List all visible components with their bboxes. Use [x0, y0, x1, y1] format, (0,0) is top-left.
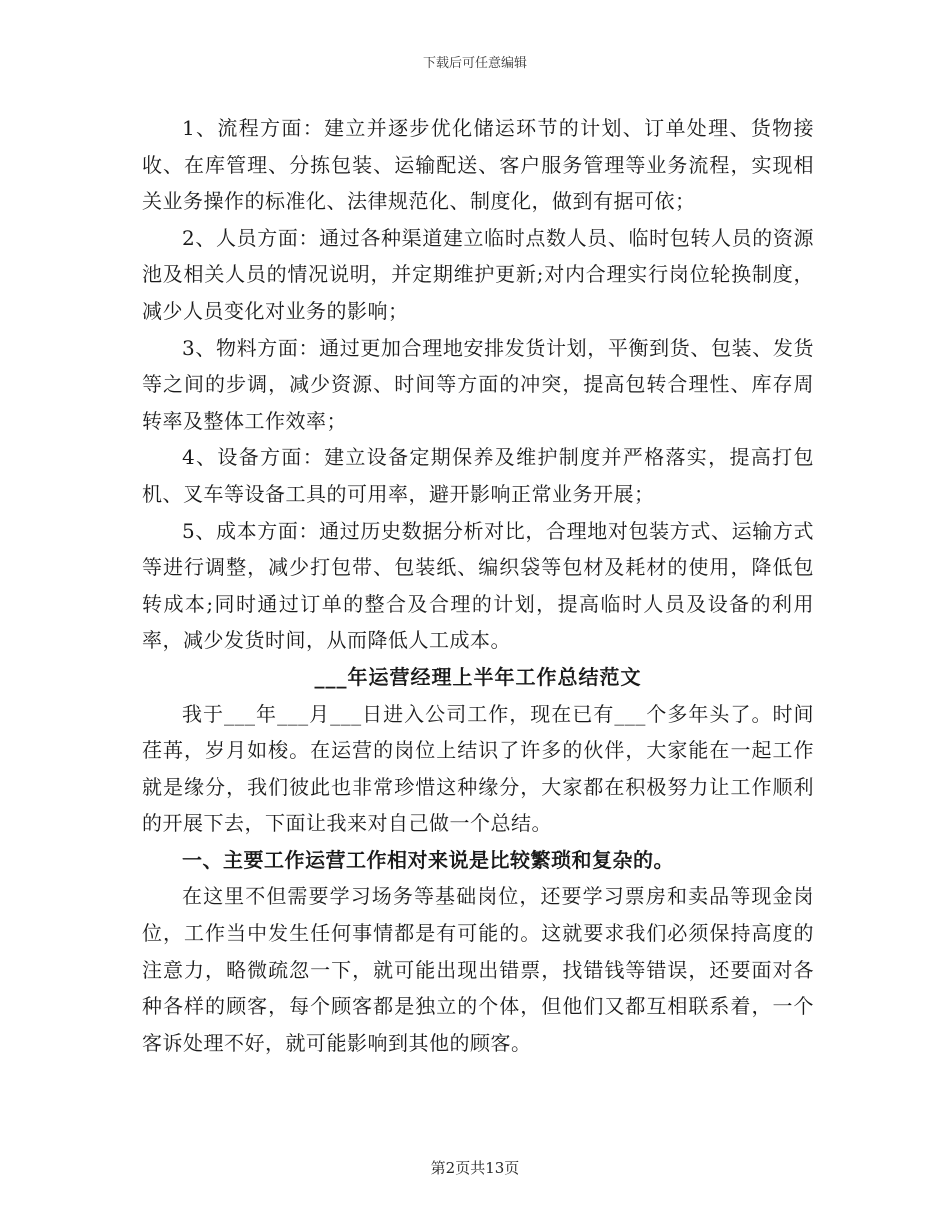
paragraph-intro: 我于___年___月___日进入公司工作，现在已有___个多年头了。时间荏苒，岁月如梭。在运营的岗位上结识了许多的伙伴，大家能在一起工作就是缘分，我们彼此也非常珍惜这种缘分，大家都在积极努力让工作顺利的开展下去，下面让我来对自己做一个总结。 — [142, 701, 814, 836]
section-heading: 一、主要工作运营工作相对来说是比较繁琐和复杂的。 — [182, 847, 674, 872]
paragraph-process: 1、流程方面：建立并逐步优化储运环节的计划、订单处理、货物接收、在库管理、分拣包装、运输配送、客户服务管理等业务流程，实现相关业务操作的标准化、法律规范化、制度化，做到有据可依； — [142, 116, 814, 214]
page-number: 第2页共13页 — [430, 1159, 520, 1177]
paragraph-personnel: 2、人员方面：通过各种渠道建立临时点数人员、临时包转人员的资源池及相关人员的情况说明，并定期维护更新;对内合理实行岗位轮换制度，减少人员变化对业务的影响； — [142, 225, 814, 323]
paragraph-equipment: 4、设备方面：建立设备定期保养及维护制度并严格落实，提高打包机、叉车等设备工具的可用率，避开影响正常业务开展； — [142, 445, 814, 506]
header-note: 下载后可任意编辑 — [422, 56, 527, 71]
document-title: ___年运营经理上半年工作总结范文 — [314, 664, 642, 689]
paragraph-materials: 3、物料方面：通过更加合理地安排发货计划，平衡到货、包装、发货等之间的步调，减少资源、时间等方面的冲突，提高包转合理性、库存周转率及整体工作效率； — [142, 335, 814, 433]
paragraph-section-body: 在这里不但需要学习场务等基础岗位，还要学习票房和卖品等现金岗位，工作当中发生任何事情都是有可能的。这就要求我们必须保持高度的注意力，略微疏忽一下，就可能出现出错票，找错钱等错误，还要面对各种各样的顾客，每个顾客都是独立的个体，但他们又都互相联系着，一个客诉处理不好，就可能影响到其他的顾客。 — [142, 884, 814, 1055]
paragraph-cost: 5、成本方面：通过历史数据分析对比，合理地对包装方式、运输方式等进行调整，减少打包带、包装纸、编织袋等包材及耗材的使用，降低包转成本;同时通过订单的整合及合理的计划，提高临时人员及设备的利用率，减少发货时间，从而降低人工成本。 — [142, 518, 814, 653]
document-body — [142, 110, 814, 1061]
